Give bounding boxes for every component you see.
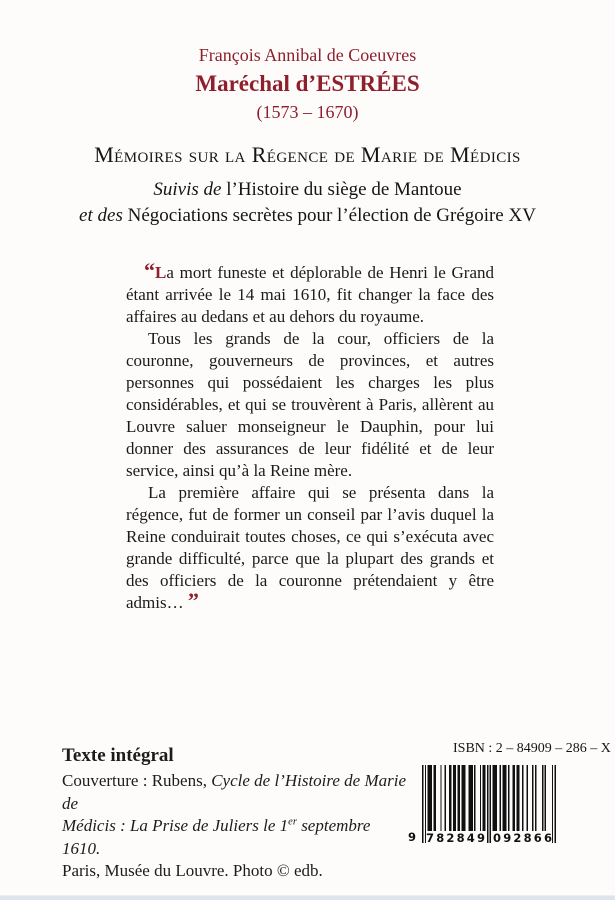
isbn-label: ISBN : 2 – 84909 – 286 – X (453, 741, 611, 756)
ordinal-superscript: er (288, 816, 297, 828)
subtitle-1-italic: Suivis de (153, 179, 222, 200)
life-dates: (1573 – 1670) (256, 102, 359, 122)
barcode-digits-left: 7 8 2 8 4 9 (426, 831, 485, 845)
cover-credit-line-1 (62, 770, 407, 815)
title-block (0, 142, 615, 229)
cover-credit-italic-2a: Médicis : La Prise de Juliers le 1 (62, 816, 289, 835)
subtitle-2-italic: et des (79, 205, 123, 226)
subtitle-line-1 (0, 177, 615, 203)
cover-credit-italic-2b: septembre 1610. (62, 816, 371, 858)
photo-credit-line: Paris, Musée du Louvre. Photo © edb. (62, 861, 323, 880)
excerpt-paragraph-3 (126, 482, 494, 614)
excerpt-paragraph-3-text: La première affaire qui se présenta dans la régence, fut de former un conseil par l’avis duquel la Reine conduirait toutes choses, ce qui s’exécuta avec grande difficulté, parce que la plupart des grands et des officiers de la couronne prétendaient y être admis… (126, 483, 494, 612)
cover-credits-block (62, 744, 407, 883)
barcode-digits-right: 0 9 2 8 6 6 (493, 831, 552, 845)
open-quote-mark: “ (144, 258, 156, 283)
author-line: François Annibal de Coeuvres (198, 45, 417, 65)
excerpt-paragraph-2: Tous les grands de la cour, officiers de la couronne, gouverneurs de provinces, et autres personnes qui possédaient les charges les plus considérables, et qui se trouvèrent à Paris, allèrent au Louvre saluer monseigneur le Dauphin, pour lui donner des assurances de leur fidélité et de leur service, ainsi qu’à la Reine mère. (126, 329, 494, 480)
excerpt-paragraph-1-text: a mort funeste et déplorable de Henri le Grand étant arrivée le 14 mai 1610, fit changer la face des affaires au dedans et au dehors du royaume. (126, 263, 494, 326)
close-quote-mark: ” (187, 588, 199, 613)
cover-credit-line-2 (62, 815, 407, 860)
main-title: Mémoires sur la Régence de Marie de Médicis (94, 142, 521, 167)
author-heading-block (0, 0, 615, 125)
isbn-area (408, 741, 611, 845)
excerpt-paragraph-1 (126, 258, 494, 328)
subtitle-lines (0, 177, 615, 229)
subtitle-2-roman: Négociations secrètes pour l’élection de Grégoire XV (122, 205, 536, 226)
cover-credit-italic-1: Cycle de l’Histoire de Marie de (62, 771, 407, 813)
excerpt-quote (126, 258, 494, 614)
marshal-name: Maréchal d’ESTRÉES (195, 71, 420, 96)
edition-note: Texte intégral (62, 745, 174, 766)
drop-initial: L (155, 263, 167, 282)
subtitle-1-roman: l’Histoire du siège de Mantoue (221, 179, 462, 200)
cover-credit-roman: Couverture : Rubens, (62, 771, 212, 790)
page-bottom-edge (0, 895, 615, 900)
barcode-digit-first: 9 (408, 830, 417, 844)
subtitle-line-2 (0, 203, 615, 229)
ean-barcode (408, 765, 558, 843)
